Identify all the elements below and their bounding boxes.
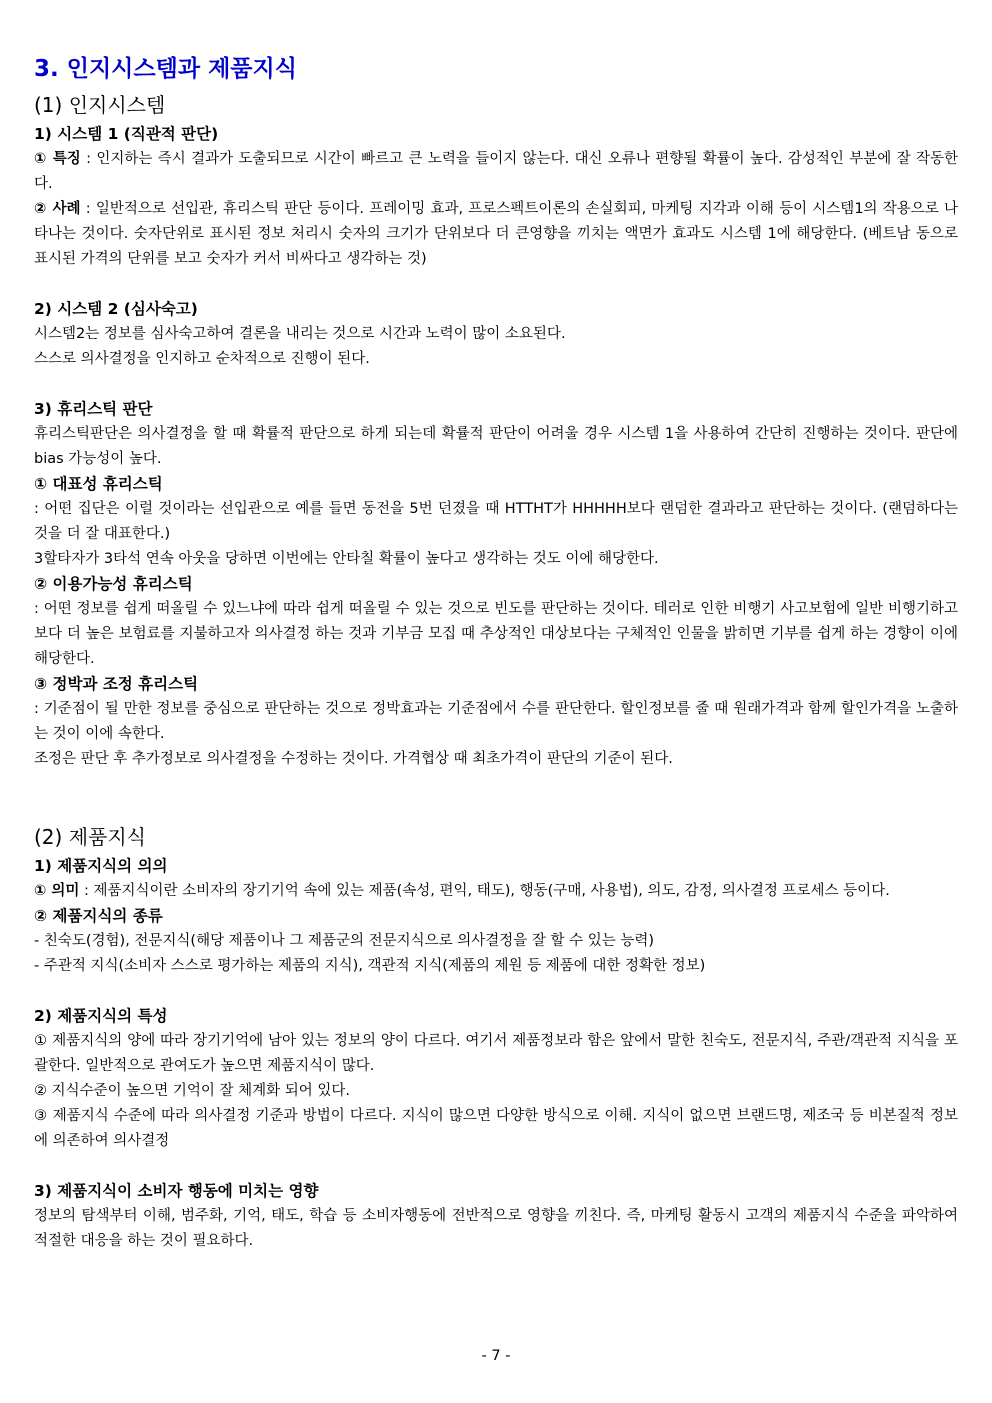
paragraph-trait-2: ② 지식수준이 높으면 기억이 잘 체계화 되어 있다. [34,1083,351,1099]
paragraph-system-2-line-1: 시스템2는 정보를 심사숙고하여 결론을 내리는 것으로 시간과 노력이 많이 소요된다. [34,326,566,342]
paragraph-trait-1: ① 제품지식의 양에 따라 장기기억에 남아 있는 정보의 양이 다르다. 여기서 제품정보라 함은 앞에서 말한 친숙도, 전문지식, 주관/객관적 지식을 포괄한다. 일반적으로 관여도가 높으면 제품지식이 많다. [34,1033,958,1074]
subsection-title-cognitive-system: (1) 인지시스템 [34,93,166,117]
heading-system-2: 2) 시스템 2 (심사숙고) [34,300,198,318]
document-body [34,52,958,1254]
paragraph-influence: 정보의 탐색부터 이해, 범주화, 기억, 태도, 학습 등 소비자행동에 전반적으로 영향을 끼친다. 즉, 마케팅 활동시 고객의 제품지식 수준을 파악하여 적절한 대응을 하는 것이 필요하다. [34,1208,958,1249]
heading-heuristic: 3) 휴리스틱 판단 [34,400,153,418]
paragraph-representativeness: : 어떤 집단은 이럴 것이라는 선입관으로 예를 들면 동전을 5번 던졌을 때 HTTHT가 HHHHH보다 랜덤한 결과라고 판단하는 것이다. (랜덤하다는 것을 더 잘 대표한다.) [34,501,958,542]
heading-anchoring: ③ 정박과 조정 휴리스틱 [34,675,199,693]
paragraph-anchoring: : 기준점이 될 만한 정보를 중심으로 판단하는 것으로 정박효과는 기준점에서 수를 판단한다. 할인정보를 줄 때 원래가격과 함께 할인가격을 노출하는 것이 이에 속한다. [34,701,958,742]
paragraph-system-1-examples [34,197,958,272]
heading-availability: ② 이용가능성 휴리스틱 [34,575,193,593]
paragraph-availability: : 어떤 정보를 쉽게 떠올릴 수 있느냐에 따라 쉽게 떠올릴 수 있는 것으로 빈도를 판단하는 것이다. 테러로 인한 비행기 사고보험에 일반 비행기하고보다 더 높은 보험료를 지불하고자 의사결정 하는 것과 기부금 모집 때 추상적인 대상보다는 구체적인 인물을 밝히면 기부를 쉽게 하는 경향이 이에 해당한다. [34,601,958,667]
text-examples: : 일반적으로 선입관, 휴리스틱 판단 등이다. 프레이밍 효과, 프로스펙트이론의 손실회피, 마케팅 지각과 이해 등이 시스템1의 작용으로 나타나는 것이다. 숫자단위로 표시된 정보 처리시 숫자의 크기가 단위보다 더 큰영향을 끼치는 액면가 효과도 시스템 1에 해당한다. (베트남 동으로 표시된 가격의 단위를 보고 숫자가 커서 비싸다고 생각하는 것) [34,201,959,267]
page-number: - 7 - [481,1348,511,1364]
paragraph-trait-3: ③ 제품지식 수준에 따라 의사결정 기준과 방법이 다르다. 지식이 많으면 다양한 방식으로 이해. 지식이 없으면 브랜드명, 제조국 등 비본질적 정보에 의존하여 의사결정 [34,1108,958,1149]
paragraph-heuristic-intro: 휴리스틱판단은 의사결정을 할 때 확률적 판단으로 하게 되는데 확률적 판단이 어려울 경우 시스템 1을 사용하여 간단히 진행하는 것이다. 판단에 bias 가능성이 높다. [34,426,958,467]
label-features: ① 특징 [34,151,81,167]
section-title: 3. 인지시스템과 제품지식 [34,56,297,82]
heading-knowledge-types: ② 제품지식의 종류 [34,907,163,925]
text-meaning: : 제품지식이란 소비자의 장기기억 속에 있는 제품(속성, 편익, 태도), 행동(구매, 사용법), 의도, 감정, 의사결정 프로세스 등이다. [79,883,890,899]
subsection-title-product-knowledge: (2) 제품지식 [34,825,146,849]
heading-knowledge-influence: 3) 제품지식이 소비자 행동에 미치는 영향 [34,1182,319,1200]
list-item-knowledge-type-2: - 주관적 지식(소비자 스스로 평가하는 제품의 지식), 객관적 지식(제품의 제원 등 제품에 대한 정확한 정보) [34,958,706,974]
paragraph-adjustment: 조정은 판단 후 추가정보로 의사결정을 수정하는 것이다. 가격협상 때 최초가격이 판단의 기준이 된다. [34,751,673,767]
paragraph-system-1-features [34,147,958,197]
label-meaning: ① 의미 [34,883,80,899]
heading-representativeness: ① 대표성 휴리스틱 [34,475,163,493]
list-item-knowledge-type-1: - 친숙도(경험), 전문지식(해당 제품이나 그 제품군의 전문지식으로 의사결정을 잘 할 수 있는 능력) [34,933,655,949]
heading-knowledge-traits: 2) 제품지식의 특성 [34,1007,168,1025]
heading-knowledge-meaning: 1) 제품지식의 의의 [34,857,168,875]
label-examples: ② 사례 [34,201,81,217]
paragraph-representativeness-2: 3할타자가 3타석 연속 아웃을 당하면 이번에는 안타칠 확률이 높다고 생각하는 것도 이에 해당한다. [34,551,659,567]
heading-system-1: 1) 시스템 1 (직관적 판단) [34,125,219,143]
text-features: : 인지하는 즉시 결과가 도출되므로 시간이 빠르고 큰 노력을 들이지 않는다. 대신 오류나 편향될 확률이 높다. 감성적인 부분에 잘 작동한다. [34,151,958,192]
paragraph-system-2-line-2: 스스로 의사결정을 인지하고 순차적으로 진행이 된다. [34,351,370,367]
paragraph-meaning [34,879,958,904]
